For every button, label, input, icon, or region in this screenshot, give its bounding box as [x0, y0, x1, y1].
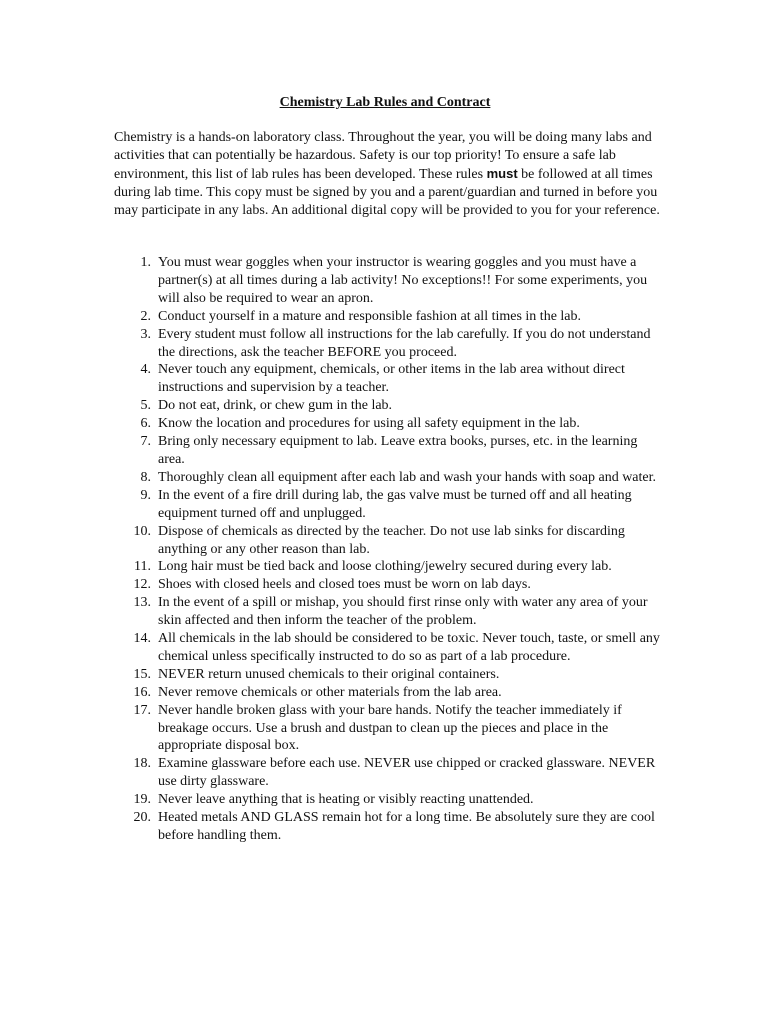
- rule-item: [114, 755, 660, 791]
- rule-number: 8.: [140, 469, 151, 485]
- intro-paragraph: [114, 129, 660, 220]
- rule-number: 4.: [140, 362, 151, 378]
- rule-number: 19.: [133, 792, 151, 808]
- rule-item: [114, 254, 660, 308]
- rule-text: In the event of a fire drill during lab, the gas valve must be turned off and all heating equipment turned off and unplugged.: [158, 487, 632, 521]
- rule-item: [114, 809, 660, 845]
- rule-number: 18.: [133, 756, 151, 772]
- rule-item: [114, 326, 660, 362]
- rule-text: Every student must follow all instructions for the lab carefully. If you do not understand the directions, ask the teacher BEFORE you proceed.: [158, 326, 651, 360]
- rule-number: 12.: [133, 577, 151, 593]
- rule-text: Never remove chemicals or other materials from the lab area.: [158, 684, 502, 700]
- rule-number: 3.: [140, 326, 151, 342]
- rule-item: [114, 558, 660, 576]
- rule-number: 5.: [140, 398, 151, 414]
- rule-number: 11.: [134, 559, 151, 575]
- rule-text: Do not eat, drink, or chew gum in the lab.: [158, 398, 393, 414]
- rule-text: Shoes with closed heels and closed toes must be worn on lab days.: [158, 577, 531, 593]
- rule-text: Conduct yourself in a mature and responsible fashion at all times in the lab.: [158, 308, 582, 324]
- intro-text-part2: be followed at all times during lab time. This copy must be signed by you and a parent/guardian and turned in before you may participate in any labs. An additional digital copy will be provided to you for your reference.: [114, 166, 660, 218]
- rule-text: Bring only necessary equipment to lab. Leave extra books, purses, etc. in the learning area.: [158, 434, 638, 467]
- rule-number: 2.: [140, 308, 151, 324]
- rule-number: 9.: [140, 487, 151, 503]
- rule-text: Heated metals AND GLASS remain hot for a long time. Be absolutely sure they are cool before handling them.: [158, 810, 655, 843]
- rule-number: 14.: [133, 631, 151, 647]
- rule-item: [114, 594, 660, 630]
- rule-text: NEVER return unused chemicals to their original containers.: [158, 666, 500, 682]
- rule-text: All chemicals in the lab should be considered to be toxic. Never touch, taste, or smell any chemical unless specifically instructed to do so as part of a lab procedure.: [158, 631, 660, 664]
- rule-item: [114, 576, 660, 594]
- rule-number: 10.: [133, 523, 151, 539]
- rule-text: You must wear goggles when your instructor is wearing goggles and you must have a partner(s) at all times during a lab activity! No exceptions!! For some experiments, you will also be required to wear an apron.: [158, 255, 648, 306]
- rule-item: [114, 702, 660, 756]
- rule-item: [114, 397, 660, 415]
- rule-text: Examine glassware before each use. NEVER use chipped or cracked glassware. NEVER use dirty glassware.: [158, 756, 656, 790]
- rule-text: Never leave anything that is heating or visibly reacting unattended.: [158, 792, 534, 808]
- rule-text: Know the location and procedures for using all safety equipment in the lab.: [158, 416, 580, 432]
- rule-text: Thoroughly clean all equipment after each lab and wash your hands with soap and water.: [158, 469, 657, 485]
- rule-number: 17.: [133, 702, 151, 718]
- rule-number: 16.: [133, 684, 151, 700]
- document-title: Chemistry Lab Rules and Contract: [279, 95, 491, 110]
- intro-emphasis-must: must: [486, 165, 518, 181]
- rule-item: [114, 666, 660, 684]
- rule-item: [114, 415, 660, 433]
- rule-text: Dispose of chemicals as directed by the teacher. Do not use lab sinks for discarding anything or any other reason than lab.: [158, 523, 625, 557]
- rule-item: [114, 308, 660, 326]
- rules-list: [114, 254, 660, 845]
- rule-item: [114, 684, 660, 702]
- rule-number: 6.: [140, 416, 151, 432]
- rule-number: 13.: [133, 595, 151, 611]
- rule-text: Never touch any equipment, chemicals, or other items in the lab area without direct instructions and supervision by a teacher.: [158, 362, 625, 396]
- rule-number: 1.: [140, 255, 151, 270]
- rule-text: Never handle broken glass with your bare hands. Notify the teacher immediately if breakage occurs. Use a brush and dustpan to clean up the pieces and place in the appropriate disposal box.: [158, 702, 622, 754]
- intro-text-part1: Chemistry is a hands-on laboratory class. Throughout the year, you will be doing many labs and activities that can potentially be hazardous. Safety is our top priority! To ensure a safe lab environment, this list of lab rules has been developed. These rules: [114, 130, 652, 182]
- rule-number: 7.: [140, 434, 151, 450]
- rule-text: In the event of a spill or mishap, you should first rinse only with water any area of your skin affected and then inform the teacher of the problem.: [158, 595, 648, 629]
- rule-item: [114, 791, 660, 809]
- rule-number: 15.: [133, 666, 151, 682]
- rule-item: [114, 361, 660, 397]
- rule-item: [114, 630, 660, 666]
- rule-item: [114, 523, 660, 559]
- rule-item: [114, 487, 660, 523]
- rule-text: Long hair must be tied back and loose clothing/jewelry secured during every lab.: [158, 559, 612, 575]
- rule-item: [114, 433, 660, 469]
- rule-item: [114, 469, 660, 487]
- rule-number: 20.: [133, 810, 151, 826]
